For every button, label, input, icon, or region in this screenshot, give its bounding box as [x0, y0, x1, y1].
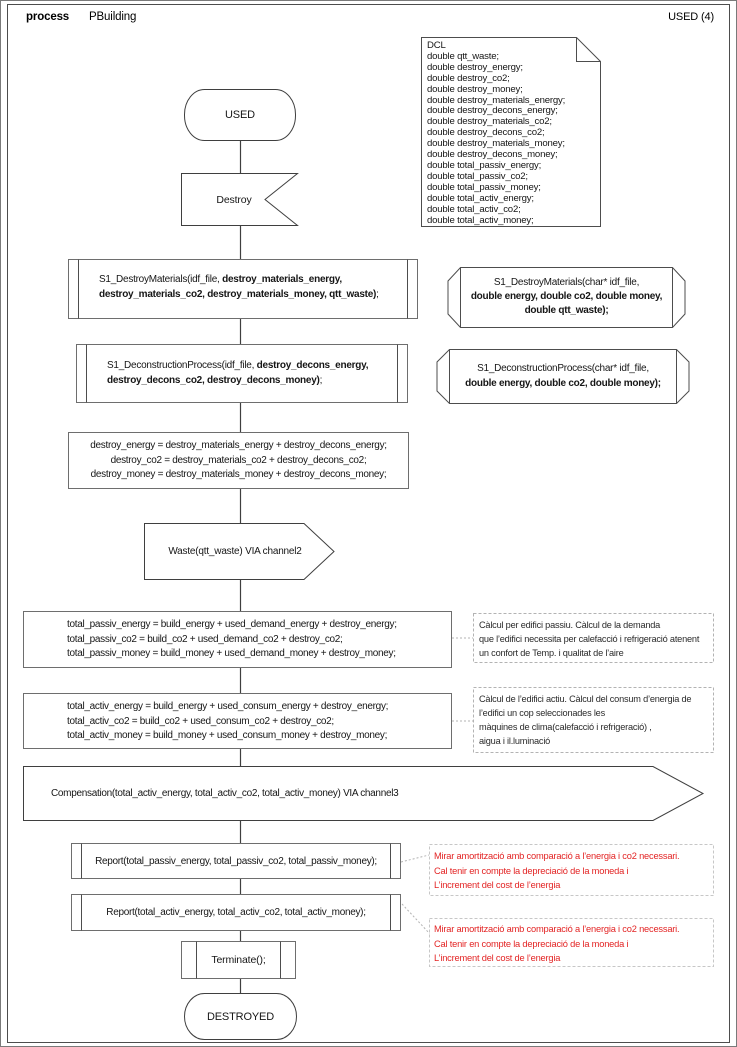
comment-passiv-text: Càlcul per edifici passiu. Càlcul de la demanda que l’edifici necessita per calefacció i refrigeració atenent un confort de Temp. i qualitat de l’aire — [479, 620, 700, 658]
header-process-name: PBuilding — [89, 11, 137, 23]
state-used-label: USED — [225, 109, 255, 121]
procedure-call-report-passiv-text: Report(total_passiv_energy, total_passiv_co2, total_passiv_money); — [95, 855, 377, 867]
task-total-activ-text: total_activ_energy = build_energy + used_consum_energy + destroy_energy; total_activ_co2 = build_co2 + used_consum_co2 + destroy_co2; total_activ_money = build_money + used_consum_money + destroy_money; — [67, 701, 389, 741]
header-page-label: USED (4) — [668, 11, 714, 23]
dcl-note-text: DCL double qtt_waste; double destroy_energy; double destroy_co2; double destroy_money; double destroy_materials_energy; double destroy_decons_energy; double destroy_materials_co2; double destroy_decons_co2; double destroy_materials_money; double destroy_decons_money; double total_passiv_energy; double total_passiv_co2; double total_passiv_money; double total_activ_energy; double total_activ_co2; double total_activ_money; — [427, 40, 566, 226]
comment-activ-text: Càlcul de l’edifici actiu. Càlcul del consum d’energia de l’edifici un cop seleccionades les màquines de clima(calefacció i refrigeració) , aigua i il.luminació — [479, 694, 692, 746]
procedure-call-terminate-text: Terminate(); — [211, 954, 266, 966]
input-destroy-label: Destroy — [216, 193, 252, 206]
comment-connector-report-passiv — [401, 855, 429, 862]
output-waste-label: Waste(qtt_waste) VIA channel2 — [168, 546, 302, 557]
comment-connector-report-activ — [402, 904, 430, 934]
state-destroyed-label: DESTROYED — [206, 1010, 275, 1023]
procedure-declaration-deconstruction-text: S1_DeconstructionProcess(char* idf_file, double energy, double co2, double money); — [465, 363, 661, 389]
task-destroy-totals-text: destroy_energy = destroy_materials_energy + destroy_decons_energy; destroy_co2 = destroy_materials_co2 + destroy_decons_co2; destroy_money = destroy_materials_money + destroy_decons_money; — [90, 440, 387, 480]
comment-report-activ-text: Mirar amortització amb comparació a l’energia i co2 necessari. Cal tenir en compte la depreciació de la moneda i L’increment del cost de l’energia — [434, 924, 680, 963]
task-total-passiv-text: total_passiv_energy = build_energy + used_demand_energy + destroy_energy; total_passiv_co2 = build_co2 + used_demand_co2 + destroy_co2; total_passiv_money = build_money + used_demand_money + destroy_money; — [67, 619, 397, 659]
header-kind-label: process — [26, 11, 70, 23]
comment-report-passiv-text: Mirar amortització amb comparació a l’energia i co2 necessari. Cal tenir en compte la depreciació de la moneda i L’increment del cost de l’energia — [434, 851, 680, 890]
procedure-call-deconstruction-text: S1_DeconstructionProcess(idf_file, destroy_decons_energy, destroy_decons_co2, destroy_decons_money); — [107, 360, 369, 386]
output-compensation-label: Compensation(total_activ_energy, total_activ_co2, total_activ_money) VIA channel3 — [51, 788, 399, 799]
procedure-call-destroy-materials-text: S1_DestroyMaterials(idf_file, destroy_materials_energy, destroy_materials_co2, destroy_materials_money, qtt_waste); — [99, 274, 379, 300]
procedure-call-report-activ-text: Report(total_activ_energy, total_activ_co2, total_activ_money); — [106, 907, 366, 918]
procedure-declaration-destroy-materials-text: S1_DestroyMaterials(char* idf_file, double energy, double co2, double money, double qtt_waste); — [470, 277, 663, 316]
